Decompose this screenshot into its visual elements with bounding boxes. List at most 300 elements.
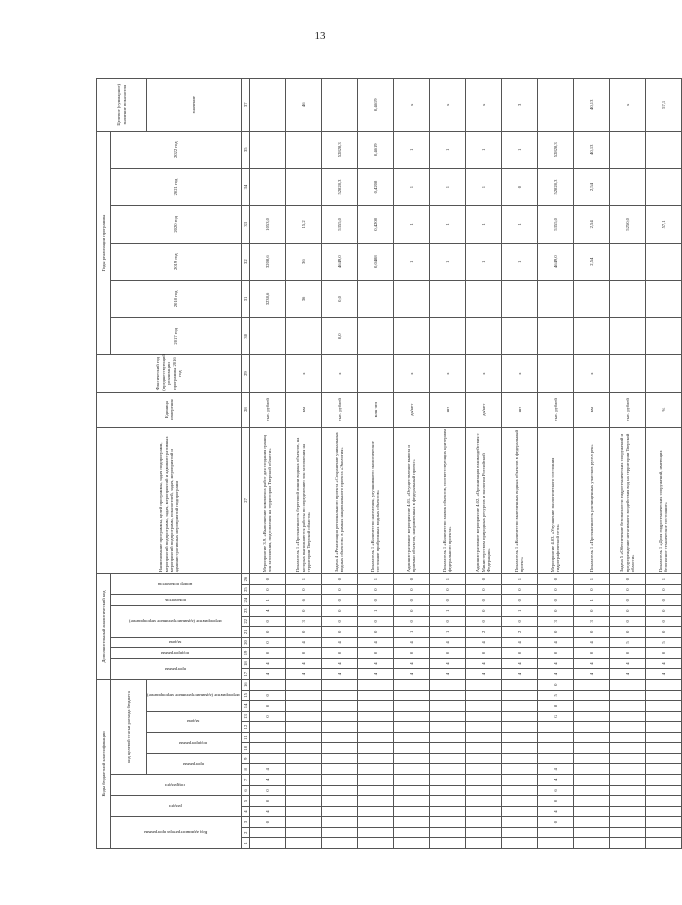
header-add-program bbox=[111, 658, 242, 679]
code-cell bbox=[321, 701, 357, 712]
code-cell bbox=[393, 817, 429, 828]
code-cell bbox=[321, 679, 357, 690]
row-year-value: 0 bbox=[501, 168, 537, 205]
page-number: 13 bbox=[314, 30, 326, 42]
code-cell bbox=[573, 743, 609, 754]
code-cell bbox=[285, 743, 321, 754]
code-cell: 4 bbox=[501, 669, 537, 680]
table-row bbox=[645, 79, 681, 849]
code-cell bbox=[285, 827, 321, 838]
code-cell bbox=[321, 743, 357, 754]
code-cell: 4 bbox=[465, 658, 501, 669]
code-cell bbox=[321, 732, 357, 743]
code-cell bbox=[429, 817, 465, 828]
code-cell bbox=[609, 722, 645, 733]
code-cell bbox=[285, 753, 321, 764]
code-cell bbox=[249, 722, 285, 733]
header-add-measure bbox=[111, 605, 242, 637]
row-target-value: х bbox=[429, 79, 465, 132]
row-year-value bbox=[465, 280, 501, 317]
code-cell: 0 bbox=[429, 648, 465, 659]
code-cell bbox=[537, 743, 573, 754]
code-cell bbox=[573, 775, 609, 786]
row-base-year: х bbox=[393, 355, 429, 392]
code-cell bbox=[429, 796, 465, 807]
code-cell bbox=[393, 827, 429, 838]
code-cell bbox=[573, 701, 609, 712]
column-number: 21 bbox=[241, 627, 249, 638]
code-cell: 0 bbox=[501, 584, 537, 595]
header-target-value: значение bbox=[147, 79, 242, 132]
row-name: Показатель 1 «Протяженность береговой линии водных объектов, на которых выполняются работы по определению зон затопления на территории Тверской области» bbox=[285, 427, 321, 574]
row-name: Показатель 1 «Количество включенных водных объектов в федеральный проект» bbox=[501, 427, 537, 574]
column-number: 33 bbox=[241, 206, 249, 243]
code-cell bbox=[285, 711, 321, 722]
row-year-value bbox=[609, 243, 645, 280]
code-cell: 2 bbox=[465, 627, 501, 638]
row-base-year bbox=[537, 355, 573, 392]
column-number: 34 bbox=[241, 168, 249, 205]
row-year-value: 1 bbox=[429, 206, 465, 243]
row-name: Задача 5 «Обеспечение безопасности гидротехнических сооружений и предупреждение негативного воздействия вод на территории Тверской области» bbox=[609, 427, 645, 574]
code-cell bbox=[537, 722, 573, 733]
table-row bbox=[285, 79, 321, 849]
code-cell bbox=[285, 785, 321, 796]
code-cell: 4 bbox=[465, 637, 501, 648]
code-cell bbox=[609, 806, 645, 817]
code-cell bbox=[465, 838, 501, 849]
code-cell bbox=[501, 690, 537, 701]
row-year-value bbox=[249, 131, 285, 168]
code-cell: 0 bbox=[357, 595, 393, 606]
code-cell bbox=[609, 701, 645, 712]
code-cell bbox=[249, 753, 285, 764]
code-cell: 0 bbox=[357, 648, 393, 659]
table-row bbox=[321, 79, 357, 849]
row-year-value bbox=[465, 318, 501, 355]
code-cell: 1 bbox=[357, 605, 393, 616]
column-number: 18 bbox=[241, 658, 249, 669]
code-cell: 4 bbox=[501, 658, 537, 669]
code-cell: 0 bbox=[501, 595, 537, 606]
row-year-value: 3238,6 bbox=[249, 280, 285, 317]
table-row bbox=[465, 79, 501, 849]
header-label: подпрограмма bbox=[161, 650, 190, 656]
code-cell: 4 bbox=[429, 658, 465, 669]
column-number: 23 bbox=[241, 605, 249, 616]
row-target-value: х bbox=[465, 79, 501, 132]
code-cell bbox=[465, 690, 501, 701]
row-unit: % bbox=[645, 392, 681, 427]
code-cell: 1 bbox=[429, 574, 465, 585]
code-cell: 1 bbox=[429, 605, 465, 616]
row-year-value: 36 bbox=[285, 280, 321, 317]
header-year: 2017 год bbox=[111, 318, 242, 355]
code-cell: 0 bbox=[645, 616, 681, 627]
header-years-group: Годы реализации программы bbox=[97, 131, 111, 355]
row-unit: тыс. рублей bbox=[321, 392, 357, 427]
code-cell bbox=[429, 679, 465, 690]
code-cell bbox=[393, 701, 429, 712]
row-year-value: 36 bbox=[285, 243, 321, 280]
code-cell bbox=[393, 806, 429, 817]
table-row bbox=[573, 79, 609, 849]
code-cell bbox=[609, 711, 645, 722]
code-cell bbox=[465, 753, 501, 764]
code-cell bbox=[249, 679, 285, 690]
code-cell bbox=[573, 690, 609, 701]
code-cell bbox=[501, 732, 537, 743]
code-cell: 5 bbox=[537, 690, 573, 701]
row-year-value: 52828,3 bbox=[321, 168, 357, 205]
code-cell bbox=[465, 732, 501, 743]
code-cell: 4 bbox=[393, 658, 429, 669]
row-name: Мероприятие 3.9. «Выполнение комплекса работ для создания границ зон затопления, подтопления на территории Тверской области» bbox=[249, 427, 285, 574]
code-cell bbox=[393, 722, 429, 733]
row-target-value bbox=[537, 79, 573, 132]
code-cell: 0 bbox=[465, 605, 501, 616]
code-cell: 4 bbox=[537, 637, 573, 648]
code-cell bbox=[501, 775, 537, 786]
row-year-value: 40,13 bbox=[573, 131, 609, 168]
code-cell bbox=[573, 838, 609, 849]
code-cell bbox=[465, 806, 501, 817]
code-cell bbox=[645, 732, 681, 743]
row-year-value bbox=[609, 318, 645, 355]
code-cell bbox=[321, 785, 357, 796]
row-base-year: х bbox=[573, 355, 609, 392]
code-cell: 1 bbox=[393, 627, 429, 638]
code-cell: 4 bbox=[249, 764, 285, 775]
code-cell: 3 bbox=[285, 616, 321, 627]
code-cell: 0 bbox=[465, 595, 501, 606]
header-add-task bbox=[111, 637, 242, 648]
header-adm-code bbox=[111, 817, 242, 849]
row-year-value bbox=[393, 318, 429, 355]
code-cell bbox=[393, 796, 429, 807]
row-target-value: х bbox=[393, 79, 429, 132]
code-cell: 0 bbox=[393, 616, 429, 627]
column-number: 29 bbox=[241, 355, 249, 392]
row-year-value: 2,54 bbox=[573, 168, 609, 205]
row-year-value: 0,4208 bbox=[357, 168, 393, 205]
code-cell bbox=[285, 838, 321, 849]
code-cell bbox=[537, 753, 573, 764]
header-year: 2022 год bbox=[111, 131, 242, 168]
code-cell bbox=[285, 775, 321, 786]
code-cell bbox=[429, 785, 465, 796]
column-number: 5 bbox=[241, 796, 249, 807]
code-cell bbox=[357, 817, 393, 828]
row-target-value: х bbox=[609, 79, 645, 132]
row-year-value: 52828,3 bbox=[537, 168, 573, 205]
code-cell bbox=[285, 701, 321, 712]
code-cell bbox=[321, 838, 357, 849]
code-cell: 4 bbox=[285, 669, 321, 680]
header-year: 2018 год bbox=[111, 280, 242, 317]
column-number: 14 bbox=[241, 701, 249, 712]
code-cell bbox=[321, 753, 357, 764]
row-year-value bbox=[429, 318, 465, 355]
code-cell bbox=[249, 827, 285, 838]
code-cell: 0 bbox=[537, 679, 573, 690]
row-name: Показатель 1 «Количество заявок объектов, соответствующих критериям федерального проекта» bbox=[429, 427, 465, 574]
row-target-value: 57,1 bbox=[645, 79, 681, 132]
row-year-value: 1 bbox=[501, 206, 537, 243]
code-cell bbox=[573, 817, 609, 828]
code-cell bbox=[465, 743, 501, 754]
row-target-value bbox=[321, 79, 357, 132]
row-year-value: 2,54 bbox=[573, 206, 609, 243]
row-year-value: 0,4619 bbox=[357, 131, 393, 168]
row-base-year: х bbox=[321, 355, 357, 392]
code-cell bbox=[609, 690, 645, 701]
header-name-column: Наименование программы, целей программы, задач подпрограмм, мероприятий подпрограмм, задач, мероприятий и административных мероприятий подпрограмм, показателей, задач, мероприятий и административных мероприятий подпрограмм bbox=[97, 427, 242, 574]
code-cell: 1 bbox=[501, 574, 537, 585]
code-cell: 5 bbox=[645, 637, 681, 648]
table-row bbox=[429, 79, 465, 849]
table-row bbox=[357, 79, 393, 849]
code-cell: 0 bbox=[249, 574, 285, 585]
code-cell: 4 bbox=[249, 658, 285, 669]
code-cell: 1 bbox=[573, 574, 609, 585]
code-cell: 0 bbox=[537, 648, 573, 659]
code-cell: 0 bbox=[321, 595, 357, 606]
row-year-value bbox=[645, 168, 681, 205]
code-cell: 0 bbox=[393, 595, 429, 606]
code-cell bbox=[321, 827, 357, 838]
code-cell bbox=[609, 732, 645, 743]
code-cell: 0 bbox=[357, 616, 393, 627]
code-cell: 4 bbox=[465, 669, 501, 680]
code-cell: 6 bbox=[537, 785, 573, 796]
code-cell bbox=[357, 753, 393, 764]
row-unit: км bbox=[573, 392, 609, 427]
column-number: 17 bbox=[241, 669, 249, 680]
code-cell: 0 bbox=[285, 648, 321, 659]
code-cell bbox=[357, 775, 393, 786]
code-cell: 3 bbox=[573, 616, 609, 627]
row-year-value bbox=[285, 318, 321, 355]
code-cell bbox=[645, 722, 681, 733]
code-cell bbox=[645, 711, 681, 722]
row-year-value: 2,54 bbox=[573, 243, 609, 280]
code-cell bbox=[609, 679, 645, 690]
code-cell: 1 bbox=[429, 627, 465, 638]
code-cell: 4 bbox=[609, 658, 645, 669]
code-cell: 6 bbox=[285, 595, 321, 606]
code-cell: 0 bbox=[537, 584, 573, 595]
row-base-year bbox=[609, 355, 645, 392]
code-cell bbox=[465, 796, 501, 807]
code-cell: 0 bbox=[645, 595, 681, 606]
code-cell: 4 bbox=[357, 658, 393, 669]
code-cell: 0 bbox=[465, 616, 501, 627]
code-cell bbox=[321, 711, 357, 722]
code-cell bbox=[285, 722, 321, 733]
code-cell: 0 bbox=[645, 627, 681, 638]
code-cell bbox=[429, 753, 465, 764]
row-year-value bbox=[609, 131, 645, 168]
header-target-article: код целевой статьи расхода бюджета bbox=[111, 679, 147, 774]
column-number: 6 bbox=[241, 785, 249, 796]
row-year-value: 1 bbox=[501, 131, 537, 168]
code-cell bbox=[609, 743, 645, 754]
code-cell bbox=[609, 785, 645, 796]
header-label: мероприятие (административное мероприятие) bbox=[129, 619, 222, 625]
header-label: номер показателя bbox=[158, 582, 193, 588]
row-name: Показатель 1 «Протяженность расчищенных участков русел рек» bbox=[573, 427, 609, 574]
code-cell bbox=[285, 690, 321, 701]
code-cell bbox=[429, 701, 465, 712]
code-cell: 4 bbox=[645, 669, 681, 680]
code-cell bbox=[357, 679, 393, 690]
code-cell bbox=[645, 690, 681, 701]
code-cell: 4 bbox=[357, 637, 393, 648]
code-cell: 0 bbox=[249, 711, 285, 722]
code-cell: 0 bbox=[249, 648, 285, 659]
code-cell: 4 bbox=[573, 637, 609, 648]
header-label: показатель bbox=[164, 597, 186, 603]
header-label: раздел bbox=[168, 803, 182, 809]
code-cell: 4 bbox=[501, 637, 537, 648]
code-cell: 1 bbox=[357, 574, 393, 585]
row-year-value: 1 bbox=[429, 131, 465, 168]
column-number: 12 bbox=[241, 722, 249, 733]
row-year-value: 57,1 bbox=[645, 206, 681, 243]
code-cell: 4 bbox=[573, 669, 609, 680]
code-cell: 0 bbox=[645, 584, 681, 595]
column-number: 22 bbox=[241, 616, 249, 627]
row-year-value bbox=[393, 280, 429, 317]
code-cell bbox=[393, 753, 429, 764]
code-cell: 0 bbox=[537, 627, 573, 638]
header-base-year-column: Фактический год (предшествующий реализации программы 2016 год bbox=[97, 355, 242, 392]
row-year-value: 1 bbox=[501, 243, 537, 280]
code-cell: 0 bbox=[537, 595, 573, 606]
code-cell: 1 bbox=[249, 595, 285, 606]
code-cell bbox=[429, 838, 465, 849]
code-cell: 0 bbox=[537, 796, 573, 807]
code-cell bbox=[285, 764, 321, 775]
row-name: Мероприятие 4.03. «Улучшение экологического состояния гидрографической сети» bbox=[537, 427, 573, 574]
row-year-value: 5355,0 bbox=[537, 206, 573, 243]
code-cell bbox=[573, 764, 609, 775]
column-number: 27 bbox=[241, 427, 249, 574]
table-row bbox=[537, 79, 573, 849]
code-cell: 0 bbox=[537, 605, 573, 616]
code-cell: 4 bbox=[537, 775, 573, 786]
code-cell bbox=[285, 806, 321, 817]
row-year-value: 1 bbox=[465, 131, 501, 168]
code-cell: 0 bbox=[573, 605, 609, 616]
row-name: Показатель 1 «Количество населения, улучшившего экологическое состояние прибрежных водных объектов» bbox=[357, 427, 393, 574]
code-cell: 0 bbox=[573, 648, 609, 659]
code-cell bbox=[393, 785, 429, 796]
code-cell bbox=[465, 679, 501, 690]
column-number: 4 bbox=[241, 806, 249, 817]
header-label: подпрограмма bbox=[179, 740, 208, 746]
code-cell bbox=[321, 817, 357, 828]
code-cell bbox=[465, 711, 501, 722]
code-cell: 4 bbox=[393, 637, 429, 648]
code-cell bbox=[501, 711, 537, 722]
code-cell bbox=[573, 796, 609, 807]
column-number: 3 bbox=[241, 817, 249, 828]
row-target-value: 40,13 bbox=[573, 79, 609, 132]
row-unit: тыс. рублей bbox=[537, 392, 573, 427]
row-year-value bbox=[609, 168, 645, 205]
code-cell: 4 bbox=[249, 775, 285, 786]
code-cell bbox=[393, 679, 429, 690]
header-section bbox=[111, 796, 242, 817]
program-table bbox=[96, 78, 682, 849]
code-cell bbox=[357, 785, 393, 796]
header-label: Код администратора программы bbox=[143, 830, 207, 836]
code-cell: 0 bbox=[249, 817, 285, 828]
code-cell: 1 bbox=[573, 595, 609, 606]
code-cell: 1 bbox=[645, 574, 681, 585]
column-number: 37 bbox=[241, 79, 249, 132]
row-year-value: 15,2 bbox=[285, 206, 321, 243]
column-number: 30 bbox=[241, 318, 249, 355]
code-cell bbox=[357, 838, 393, 849]
header-year: 2020 год bbox=[111, 206, 242, 243]
code-cell: 0 bbox=[357, 584, 393, 595]
code-cell bbox=[285, 679, 321, 690]
column-number: 20 bbox=[241, 637, 249, 648]
code-cell: 4 bbox=[321, 669, 357, 680]
code-cell bbox=[357, 743, 393, 754]
code-cell bbox=[501, 796, 537, 807]
code-cell: 0 bbox=[501, 648, 537, 659]
code-cell bbox=[501, 785, 537, 796]
row-year-value: 0,0 bbox=[321, 318, 357, 355]
row-year-value bbox=[249, 168, 285, 205]
row-target-value: 0,4619 bbox=[357, 79, 393, 132]
code-cell bbox=[573, 806, 609, 817]
row-year-value: 5250,0 bbox=[609, 206, 645, 243]
row-year-value bbox=[573, 318, 609, 355]
code-cell: 4 bbox=[645, 658, 681, 669]
code-cell: 0 bbox=[249, 785, 285, 796]
row-unit: км bbox=[285, 392, 321, 427]
code-cell: 4 bbox=[321, 658, 357, 669]
code-cell bbox=[357, 827, 393, 838]
row-name: Задача 4 «Реализация регионального проекта «Сохранение уникальных водных объектов» в рамках национального проекта «Экология» bbox=[321, 427, 357, 574]
header-label: задача bbox=[187, 719, 200, 725]
code-cell bbox=[429, 722, 465, 733]
row-year-value: 52828,3 bbox=[537, 131, 573, 168]
row-year-value: 0,4208 bbox=[357, 206, 393, 243]
code-cell bbox=[249, 838, 285, 849]
row-target-value bbox=[249, 79, 285, 132]
code-cell bbox=[393, 732, 429, 743]
row-base-year: х bbox=[285, 355, 321, 392]
code-cell bbox=[501, 806, 537, 817]
row-base-year bbox=[249, 355, 285, 392]
column-number: 1 bbox=[241, 838, 249, 849]
header-unit-column: Единица измерения bbox=[97, 392, 242, 427]
code-cell bbox=[393, 775, 429, 786]
table-row bbox=[249, 79, 285, 849]
row-year-value: 0,0488 bbox=[357, 243, 393, 280]
code-cell bbox=[357, 732, 393, 743]
code-cell bbox=[573, 711, 609, 722]
column-number: 7 bbox=[241, 775, 249, 786]
code-cell bbox=[645, 764, 681, 775]
header-subsection bbox=[111, 775, 242, 796]
